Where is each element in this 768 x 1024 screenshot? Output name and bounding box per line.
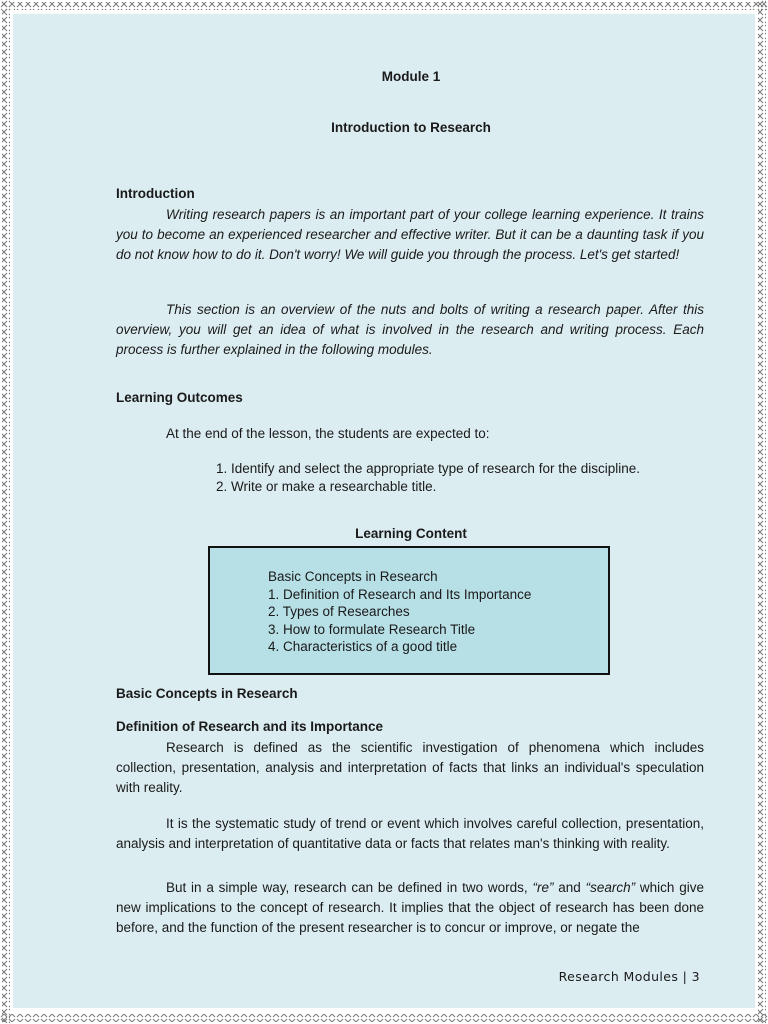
introduction-heading: Introduction xyxy=(116,186,195,201)
list-item: 1. Identify and select the appropriate type of research for the discipline. xyxy=(216,461,640,476)
introduction-paragraph-1: Writing research papers is an important part of your college learning experience. It trains you to become an experienced researcher and effective writer. But it can be a daunting task if you do not know how to do it. Don't worry! We will guide you through the process. Let's get started! xyxy=(116,207,704,262)
document-page xyxy=(13,14,755,1008)
list-item: 2. Types of Researches xyxy=(268,604,410,619)
module-number: Module 1 xyxy=(381,69,441,84)
definition-paragraph-2: It is the systematic study of trend or event which involves careful collection, presentation, analysis and interpretation of quantitative data or facts that relates man's thinking with reality. xyxy=(116,816,704,851)
page-border-left xyxy=(0,0,12,1024)
list-item: 3. How to formulate Research Title xyxy=(268,621,476,637)
page-border-top xyxy=(0,0,768,12)
page-border-right xyxy=(756,0,768,1024)
learning-outcomes-intro: At the end of the lesson, the students are expected to: xyxy=(166,426,490,441)
text-span: which give new implications to the concept of research. It implies that the object of research has been done before, and the function of the present researcher is to concur or improve, or negate the xyxy=(116,880,704,935)
definition-subheading: Definition of Research and its Importance xyxy=(116,719,384,734)
learning-content-heading: Learning Content xyxy=(355,526,467,541)
list-item: 4. Characteristics of a good title xyxy=(268,639,458,654)
learning-content-list xyxy=(268,568,531,656)
list-item: 2. Write or make a researchable title. xyxy=(216,479,437,494)
text-span: and xyxy=(553,880,586,895)
list-item: Basic Concepts in Research xyxy=(268,569,438,584)
basic-concepts-heading: Basic Concepts in Research xyxy=(116,686,298,701)
page-border-bottom xyxy=(0,1010,768,1024)
re-term: “re” xyxy=(532,880,554,895)
page-footer: Research Modules | 3 xyxy=(558,969,700,984)
text-span: But in a simple way, research can be defined in two words, xyxy=(166,880,533,895)
search-term: “search” xyxy=(585,880,636,895)
learning-content-box xyxy=(208,546,610,675)
introduction-paragraph-2: This section is an overview of the nuts and bolts of writing a research paper. After this overview, you will get an idea of what is involved in the research and writing process. Each process is further explained in the following modules. xyxy=(116,302,704,357)
learning-outcomes-heading: Learning Outcomes xyxy=(116,390,243,405)
learning-outcomes-list xyxy=(216,460,640,496)
module-title: Introduction to Research xyxy=(331,120,491,135)
list-item: 1. Definition of Research and Its Importance xyxy=(268,586,532,602)
definition-paragraph-1: Research is defined as the scientific investigation of phenomena which includes collection, presentation, analysis and interpretation of facts that links an individual's speculation with reality. xyxy=(116,740,704,795)
definition-paragraph-3 xyxy=(116,878,704,938)
